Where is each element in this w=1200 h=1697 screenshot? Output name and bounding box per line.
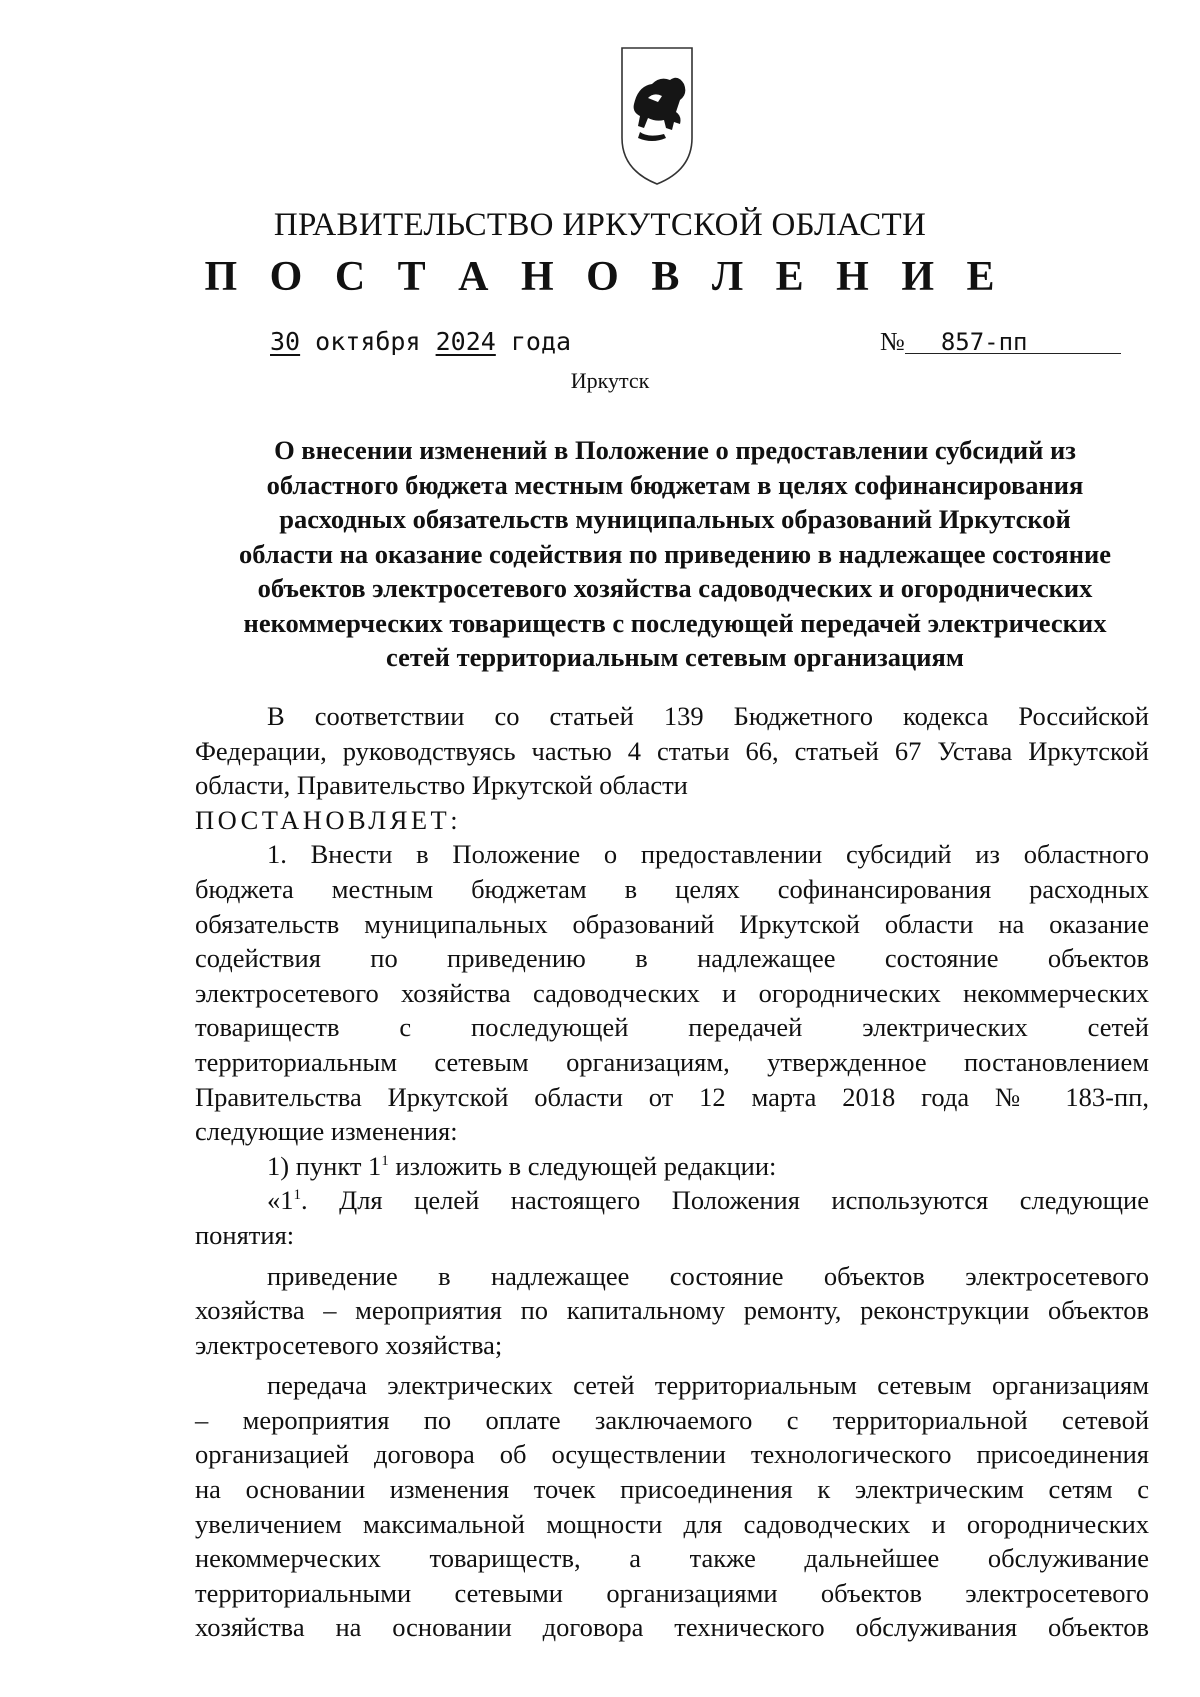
body-line: увеличением максимальной мощности для садоводческих и огороднических [195, 1508, 1149, 1539]
body-line: некоммерческих товариществ, а также дальнейшее обслуживание [195, 1543, 1149, 1574]
title-line: объектов электросетевого хозяйства садоводческих и огороднических [257, 573, 1093, 603]
item-1-pre: 1) пункт 1 [267, 1150, 382, 1181]
body-line: следующие изменения: [195, 1116, 458, 1147]
item-1-sup: 1 [381, 1152, 389, 1169]
body-line: территориальным сетевым организациям, утвержденное постановлением [195, 1046, 1149, 1077]
title-line: расходных обязательств муниципальных образований Иркутской [279, 504, 1071, 534]
date-year: 2024 [435, 327, 496, 356]
body-line: – мероприятия по оплате заключаемого с территориальной сетевой [195, 1404, 1149, 1435]
city: Иркутск [570, 368, 650, 393]
coat-of-arms-emblem [618, 42, 696, 190]
date-day: 30 [270, 327, 301, 356]
date-suffix: года [510, 327, 572, 356]
body-line: приведение в надлежащее состояние объектов электросетевого [267, 1260, 1149, 1291]
quote-sup: 1 [293, 1187, 301, 1204]
body-line: электросетевого хозяйства садоводческих и огороднических некоммерческих [195, 977, 1149, 1008]
body-line: территориальными сетевыми организациями объектов электросетевого [195, 1577, 1149, 1608]
body-line: содействия по приведению в надлежащее состояние объектов [195, 943, 1149, 974]
title-line: О внесении изменений в Положение о предоставлении субсидий из [274, 435, 1076, 465]
body-line: Федерации, руководствуясь частью 4 статьи 66, статьей 67 Устава Иркутской [195, 735, 1149, 766]
quote-pre: «1 [267, 1185, 294, 1216]
body-line: организацией договора об осуществлении технологического присоединения [195, 1439, 1149, 1470]
item-1-line [195, 1149, 1149, 1184]
document-date [270, 327, 571, 357]
quote-post: . Для целей настоящего Положения используются следующие [301, 1185, 1149, 1216]
body-line: В соответствии со статьей 139 Бюджетного кодекса Российской [267, 701, 1149, 731]
body-line: области, Правительство Иркутской области [195, 770, 688, 801]
body-line: понятия: [195, 1219, 295, 1250]
body-line: на основании изменения точек присоединения к электрическим сетям с [195, 1474, 1149, 1505]
document-title [195, 433, 1155, 675]
body-line: обязательств муниципальных образований Иркутской области на оказание [195, 908, 1149, 939]
title-line: некоммерческих товариществ с последующей передачей электрических [243, 607, 1107, 638]
title-line: областного бюджета местным бюджетам в целях софинансирования [266, 469, 1084, 500]
body-line: Правительства Иркутской области от 12 марта 2018 года № 183-пп, [195, 1081, 1149, 1112]
body-line: товариществ с последующей передачей электрических сетей [195, 1012, 1149, 1043]
quote-line [195, 1183, 1149, 1218]
organization-name: ПРАВИТЕЛЬСТВО ИРКУТСКОЙ ОБЛАСТИ [273, 207, 927, 243]
body-line: передача электрических сетей территориальным сетевым организациям [267, 1370, 1149, 1401]
title-line: области на оказание содействия по приведению в надлежащее состояние [239, 538, 1111, 569]
body-line: хозяйства на основании договора технического обслуживания объектов [195, 1612, 1149, 1643]
body-line: 1. Внести в Положение о предоставлении субсидий из областного [267, 839, 1149, 870]
item-1-post: изложить в следующей редакции: [388, 1150, 777, 1181]
body-line: бюджета местным бюджетам в целях софинансирования расходных [195, 873, 1149, 904]
date-month: октября [315, 327, 421, 356]
title-line: сетей территориальным сетевым организациям [386, 642, 964, 672]
body-line: электросетевого хозяйства; [195, 1329, 503, 1360]
document-type: П О С Т А Н О В Л Е Н И Е [204, 254, 1006, 300]
resolves-word: ПОСТАНОВЛЯЕТ: [195, 804, 462, 835]
document-body [195, 699, 1149, 1645]
document-number [880, 327, 1121, 357]
number-value: 857-пп [905, 331, 1121, 354]
number-sign: № [880, 327, 905, 356]
body-line: хозяйства – мероприятия по капитальному ремонту, реконструкции объектов [195, 1295, 1149, 1326]
